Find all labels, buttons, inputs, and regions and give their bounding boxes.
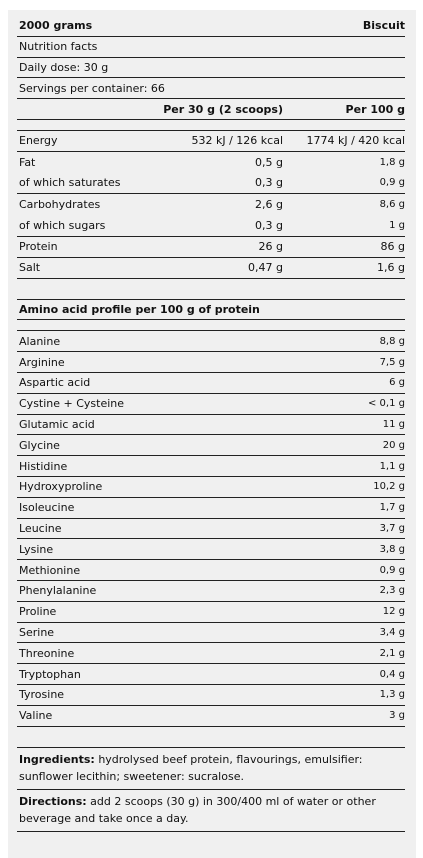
- amino-name: Histidine: [19, 459, 68, 473]
- fat-row: [17, 152, 405, 173]
- amino-name: Glycine: [19, 438, 60, 452]
- amino-name: Glutamic acid: [19, 417, 95, 431]
- nutrient-name: Salt: [19, 261, 41, 275]
- amino-title: Amino acid profile per 100 g of protein: [19, 302, 260, 316]
- sugars-row: [17, 215, 405, 236]
- nutrient-name: of which saturates: [19, 176, 121, 190]
- amino-value: 11 g: [382, 418, 405, 430]
- carbs-row: [17, 194, 405, 215]
- nutrition-column-header-row: [17, 99, 405, 120]
- ingredients-block: [17, 748, 405, 790]
- amino-value: 1,7 g: [379, 502, 405, 514]
- amino-row: [17, 539, 405, 560]
- col-per-serving-header: Per 30 g (2 scoops): [163, 102, 283, 116]
- amino-name: Hydroxyproline: [19, 480, 103, 494]
- header-row: [17, 16, 405, 37]
- servings-label: Servings per container: 66: [19, 81, 165, 95]
- amino-name: Aspartic acid: [19, 376, 91, 390]
- amino-value: 8,8 g: [379, 335, 405, 347]
- amino-name: Serine: [19, 625, 55, 639]
- nutrient-per-100g: 1 g: [389, 220, 405, 232]
- amino-value: 2,1 g: [379, 647, 405, 659]
- col-per-100g-header: Per 100 g: [345, 102, 405, 116]
- nutrition-label: [17, 16, 405, 832]
- amino-row: [17, 706, 405, 727]
- weight-label: 2000 grams: [19, 19, 93, 33]
- flavour-label: Biscuit: [362, 19, 405, 33]
- amino-row: [17, 415, 405, 436]
- nutrient-per-serving: 532 kJ / 126 kcal: [191, 134, 283, 148]
- amino-name: Proline: [19, 605, 57, 619]
- amino-value: 3 g: [389, 710, 405, 722]
- amino-row: [17, 602, 405, 623]
- amino-row: [17, 477, 405, 498]
- amino-value: 20 g: [382, 439, 405, 451]
- amino-row: [17, 643, 405, 664]
- amino-row: [17, 456, 405, 477]
- amino-name: Valine: [19, 709, 53, 723]
- nutrient-per-100g: 86 g: [380, 240, 405, 254]
- nutrient-per-100g: 8,6 g: [379, 199, 405, 211]
- amino-name: Phenylalanine: [19, 584, 97, 598]
- nutrient-name: Fat: [19, 155, 36, 169]
- nutrition-facts-row: [17, 37, 405, 58]
- directions-label: Directions:: [19, 794, 87, 808]
- servings-row: [17, 78, 405, 99]
- amino-name: Methionine: [19, 563, 81, 577]
- nutrient-name: Carbohydrates: [19, 198, 101, 212]
- nutrient-per-serving: 0,5 g: [255, 155, 283, 169]
- nutrient-per-100g: 0,9 g: [379, 177, 405, 189]
- amino-acid-list: [17, 331, 405, 726]
- amino-name: Tyrosine: [19, 688, 65, 702]
- amino-name: Isoleucine: [19, 501, 75, 515]
- fat-group: [17, 152, 405, 195]
- amino-value: 3,4 g: [379, 626, 405, 638]
- nutrient-per-100g: 1,8 g: [379, 156, 405, 168]
- amino-row: [17, 352, 405, 373]
- salt-row: [17, 258, 405, 279]
- amino-value: 2,3 g: [379, 585, 405, 597]
- ingredients-text: hydrolysed beef protein, flavourings, emulsifier: sunflower lecithin; sweetener: sucralose.: [19, 752, 363, 783]
- amino-value: 10,2 g: [373, 481, 405, 493]
- nutrient-per-serving: 2,6 g: [255, 198, 283, 212]
- amino-value: 3,7 g: [379, 522, 405, 534]
- nutrient-per-serving: 0,3 g: [255, 176, 283, 190]
- nutrient-name: of which sugars: [19, 219, 106, 233]
- amino-value: 1,1 g: [379, 460, 405, 472]
- amino-value: 7,5 g: [379, 356, 405, 368]
- amino-row: [17, 519, 405, 540]
- amino-value: < 0,1 g: [368, 398, 405, 410]
- amino-value: 3,8 g: [379, 543, 405, 555]
- amino-value: 1,3 g: [379, 689, 405, 701]
- amino-row: [17, 560, 405, 581]
- amino-value: 0,9 g: [379, 564, 405, 576]
- amino-title-row: [17, 300, 405, 321]
- amino-row: [17, 435, 405, 456]
- ingredients-label: Ingredients:: [19, 752, 95, 766]
- amino-name: Alanine: [19, 334, 61, 348]
- amino-row: [17, 498, 405, 519]
- nutrient-per-serving: 26 g: [258, 240, 283, 254]
- nutrient-per-100g: 1774 kJ / 420 kcal: [306, 134, 405, 148]
- nutrient-per-100g: 1,6 g: [377, 261, 405, 275]
- nutrient-per-serving: 0,47 g: [248, 261, 283, 275]
- amino-name: Lysine: [19, 542, 54, 556]
- amino-name: Arginine: [19, 355, 65, 369]
- saturates-row: [17, 173, 405, 194]
- directions-block: [17, 790, 405, 832]
- amino-row: [17, 623, 405, 644]
- amino-name: Leucine: [19, 521, 62, 535]
- nutrient-per-serving: 0,3 g: [255, 219, 283, 233]
- protein-row: [17, 237, 405, 258]
- nutrient-name: Protein: [19, 240, 58, 254]
- amino-value: 0,4 g: [379, 668, 405, 680]
- directions-text: add 2 scoops (30 g) in 300/400 ml of water or other beverage and take once a day.: [19, 794, 376, 825]
- amino-name: Threonine: [19, 646, 75, 660]
- energy-row: [17, 131, 405, 152]
- nutrient-name: Energy: [19, 134, 58, 148]
- amino-row: [17, 685, 405, 706]
- amino-row: [17, 394, 405, 415]
- daily-dose-label: Daily dose: 30 g: [19, 60, 109, 74]
- amino-row: [17, 331, 405, 352]
- amino-row: [17, 664, 405, 685]
- carbs-group: [17, 194, 405, 237]
- daily-dose-row: [17, 58, 405, 79]
- amino-value: 6 g: [389, 377, 405, 389]
- nutrition-facts-label: Nutrition facts: [19, 40, 98, 54]
- amino-name: Cystine + Cysteine: [19, 397, 125, 411]
- amino-value: 12 g: [382, 606, 405, 618]
- amino-name: Tryptophan: [19, 667, 81, 681]
- amino-row: [17, 373, 405, 394]
- amino-row: [17, 581, 405, 602]
